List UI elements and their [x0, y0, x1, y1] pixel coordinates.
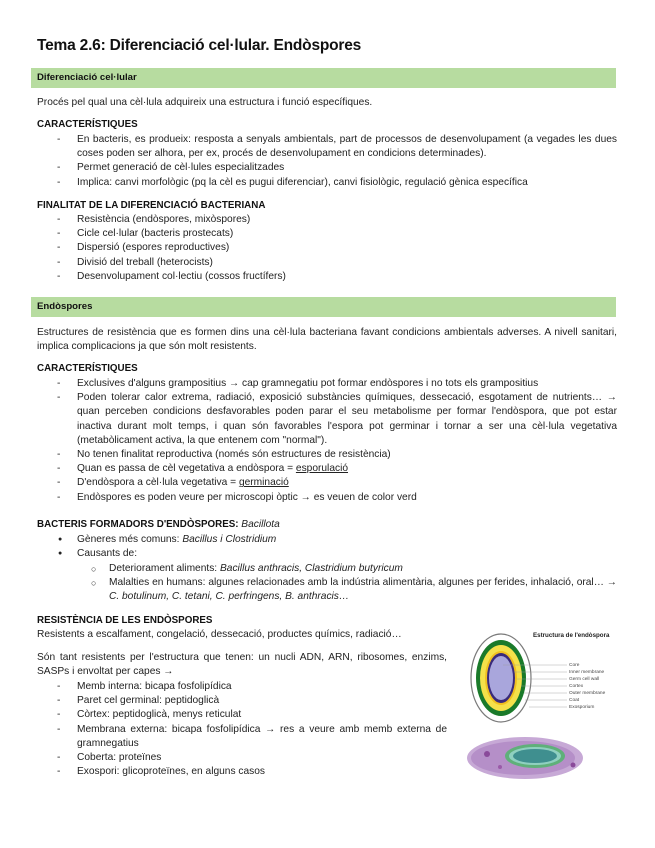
spoilage-species: Bacillus anthracis, Clastridium butyricum [219, 563, 403, 574]
list-item: - En bacteris, es produeix: resposta a senyals ambientals, part de processos de desenvolupament (a vegades les dues coses poden ser alhora, per ex, procés de desenvolupament en condicions determinades). [37, 133, 617, 161]
formers-title-text: BACTERIS FORMADORS D'ENDÒSPORES: [37, 519, 242, 530]
figure-title: Estructura de l'endòspora [533, 632, 610, 639]
disease-label: Malalties en humans: algunes relacionades amb la indústria alimentària, algunes per ferides, inhalació, oral… → [109, 577, 617, 589]
figure-labels [569, 662, 606, 710]
endospore-micrograph [467, 737, 583, 779]
label-germ-cell-wall: Germ cell wall [569, 677, 600, 682]
spoilage-label: Deteriorament aliments: [109, 563, 220, 574]
germination-term: germinació [238, 477, 289, 489]
sec2-resistance-intro: Resistents a escalfament, congelació, dessecació, productes químics, radiació… [37, 629, 402, 640]
endospore-diagram [471, 634, 531, 722]
list-item: - Exclusives d'alguns grampositius → cap gramnegatiu pot formar endòspores i no tots els grampositius [37, 377, 617, 391]
sec2-causes-list [37, 562, 617, 605]
page-title: Tema 2.6: Diferenciació cel·lular. Endòspores [37, 37, 362, 54]
list-item [37, 533, 617, 547]
label-exosporium: Exosporium [569, 705, 595, 710]
common-genera-label: Gèneres més comuns: [77, 534, 183, 545]
common-genera-names: Bacillus i Clostridium [182, 534, 277, 545]
sec1-purpose-list [37, 213, 617, 284]
sec1-purpose-title: FINALITAT DE LA DIFERENCIACIÓ BACTERIANA [37, 200, 266, 211]
list-item: - Exospori: glicoproteïnes, en alguns casos [37, 765, 447, 779]
list-item [37, 576, 617, 604]
list-item: - Coberta: proteïnes [37, 751, 447, 765]
label-outer-membrane: Outer membrane [569, 691, 606, 696]
list-item [37, 476, 617, 490]
formers-genus: Bacillota [241, 519, 280, 530]
sec1-intro: Procés pel qual una cèl·lula adquireix una estructura i funció específiques. [37, 97, 373, 108]
sec2-layers-list [37, 680, 447, 779]
sec2-characteristics-list [37, 377, 617, 505]
list-item: - Permet generació de cèl·lules especialitzades [37, 161, 617, 175]
sporulation-term: esporulació [295, 463, 349, 475]
endospore-structure-figure [465, 630, 625, 780]
list-item [37, 462, 617, 476]
sec2-formers-title [37, 518, 617, 532]
germination-text: D'endòspora a cèl·lula vegetativa = [77, 477, 239, 489]
list-item: - Desenvolupament col·lectiu (cossos fructífers) [37, 270, 617, 284]
sec2-intro: Estructures de resistència que es formen dins una cèl·lula bacteriana favant condicions ambientals adverses. A nivell sanitari, implica complicacions ja que són molt resistents. [37, 327, 617, 353]
list-item [37, 562, 617, 576]
sec1-characteristics-title: CARACTERÍSTIQUES [37, 119, 138, 130]
sec2-resistance-title: RESISTÈNCIA DE LES ENDÒSPORES [37, 615, 213, 626]
list-item: - Divisió del treball (heterocists) [37, 256, 617, 270]
list-item: - Cicle cel·lular (bacteris prostecats) [37, 227, 617, 241]
label-coat: Coat [569, 698, 580, 703]
list-item: - Resistència (endòspores, mixòspores) [37, 213, 617, 227]
list-item: - Dispersió (espores reproductives) [37, 241, 617, 255]
label-core: Core [569, 663, 580, 668]
list-item: - No tenen finalitat reproductiva (només són estructures de resistència) [37, 448, 617, 462]
list-item: ● Causants de: [37, 547, 617, 561]
list-item: - Paret cel germinal: peptidoglicà [37, 694, 447, 708]
sec2-resistance-structure: Són tant resistents per l'estructura que tenen: un nucli ADN, ARN, ribosomes, enzims, SASPs i envoltat per capes → [37, 652, 447, 678]
label-cortex: Cortex [569, 684, 584, 689]
sporulation-text: Quan es passa de cèl vegetativa a endòspora = [77, 463, 296, 475]
list-item: - Endòspores es poden veure per microscopi òptic → es veuen de color verd [37, 491, 617, 505]
list-item: - Membrana externa: bicapa fosfolipídica → res a veure amb memb externa de gramnegatius [37, 723, 447, 751]
list-item: - Còrtex: peptidoglicà, menys reticulat [37, 708, 447, 722]
sec2-characteristics-title: CARACTERÍSTIQUES [37, 363, 138, 374]
disease-species: C. botulinum, C. tetani, C. perfringens, B. anthracis… [109, 591, 350, 603]
section-header-endospores: Endòspores [31, 297, 616, 317]
label-inner-membrane: Inner membrane [569, 670, 605, 675]
list-item: - Implica: canvi morfològic (pq la cèl es pugui diferenciar), canvi fisiològic, regulació gènica específica [37, 176, 617, 190]
sec2-formers-list [37, 533, 617, 561]
list-item: - Memb interna: bicapa fosfolipídica [37, 680, 447, 694]
list-item: - Poden tolerar calor extrema, radiació, exposició substàncies químiques, dessecació, esgotament de nutrients… → quan perceben condicions desfavorables poden parar el seu metabolisme per formar l'endòspora, que pot estar inactiva durant molt temps, i quan són favorables l'espora pot germinar i tornar a ser una cèl·lula vegetativa (metabòlicament activa, la que entenem com "normal"). [37, 391, 617, 448]
section-header-differentiation: Diferenciació cel·lular [31, 68, 616, 88]
sec1-characteristics-list [37, 133, 617, 190]
